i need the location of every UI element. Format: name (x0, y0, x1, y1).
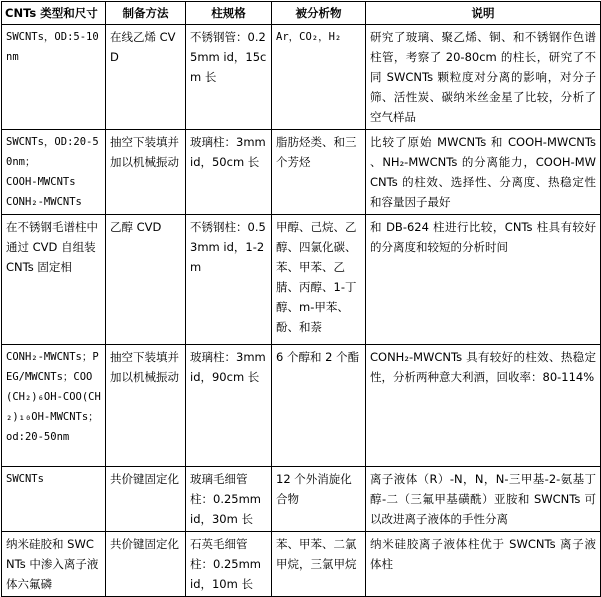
table-header-row (2, 2, 601, 25)
cell-cnt-type: SWCNTs，OD:20-50nm； COOH-MWCNTs CONH₂-MWCNTs (2, 130, 106, 215)
cell-notes: 离子液体（R）-N，N，N-三甲基-2-氨基丁醇-二（三氟甲基磺酰）亚胺和 SWCNTs 可以改进离子液体的手性分离 (366, 467, 601, 532)
table-row (2, 25, 601, 130)
cell-prep-method: 在线乙烯 CVD (106, 25, 186, 130)
cell-analytes: 苯、甲苯、二氯甲烷，三氯甲烷 (272, 532, 366, 597)
cell-prep-method: 共价键固定化 (106, 532, 186, 597)
cell-notes: 研究了玻璃、聚乙烯、铜、和不锈钢作色谱柱管，考察了 20-80cm 的柱长，研究了不同 SWCNTs 颗粒度对分离的影响，对分子筛、活性炭、碳纳米丝金星了比较，分析了空气样品 (366, 25, 601, 130)
cell-prep-method: 抽空下装填并加以机械振动 (106, 130, 186, 215)
cnt-comparison-table (1, 1, 601, 597)
cell-analytes: 脂肪烃类、和三个芳烃 (272, 130, 366, 215)
cell-prep-method: 乙醇 CVD (106, 215, 186, 345)
cell-cnt-type: SWCNTs (2, 467, 106, 532)
cell-column-spec: 石英毛细管柱：0.25mm id，10m 长 (186, 532, 272, 597)
table-row (2, 467, 601, 532)
header-prep-method: 制备方法 (106, 2, 186, 25)
cell-column-spec: 不锈钢柱：0.53mm id，1-2m (186, 215, 272, 345)
header-notes: 说明 (366, 2, 601, 25)
cell-cnt-type: 纳米硅胶和 SWCNTs 中渗入离子液体六氟磷 (2, 532, 106, 597)
table-row (2, 532, 601, 597)
cell-column-spec: 玻璃柱：3mm id，90cm 长 (186, 345, 272, 467)
cell-analytes: 甲醇、己烷、乙醇、四氯化碳、苯、甲苯、乙腈、丙醇、1-丁醇、m-甲苯、酚、和萘 (272, 215, 366, 345)
cell-cnt-type: CONH₂-MWCNTs；PEG/MWCNTs；COO(CH₂)₆OH-COO(CH₂)₁₀OH-MWCNTs；od:20-50nm (2, 345, 106, 467)
cell-column-spec: 玻璃毛细管柱：0.25mm id，30m 长 (186, 467, 272, 532)
cell-cnt-type: 在不锈钢毛谱柱中通过 CVD 自组装 CNTs 固定相 (2, 215, 106, 345)
cell-column-spec: 玻璃柱：3mm id，50cm 长 (186, 130, 272, 215)
header-analytes: 被分析物 (272, 2, 366, 25)
cell-notes: 纳米硅胶离子液体柱优于 SWCNTs 离子液体柱 (366, 532, 601, 597)
cell-analytes: 6 个醇和 2 个酯 (272, 345, 366, 467)
table-row (2, 215, 601, 345)
cell-analytes: Ar，CO₂，H₂ (272, 25, 366, 130)
header-column-spec: 柱规格 (186, 2, 272, 25)
cell-prep-method: 共价键固定化 (106, 467, 186, 532)
table-row (2, 345, 601, 467)
header-cnt-type: CNTs 类型和尺寸 (2, 2, 106, 25)
cell-cnt-type: SWCNTs，OD:5-10 nm (2, 25, 106, 130)
cell-notes: 比较了原始 MWCNTs 和 COOH-MWCNTs 、NH₂-MWCNTs 的分离能力，COOH-MWCNTs 的柱效、选择性、分离度、热稳定性和容量因子最好 (366, 130, 601, 215)
cell-notes: CONH₂-MWCNTs 具有较好的柱效、热稳定性，分析两种意大利酒，回收率：80-114% (366, 345, 601, 467)
cell-analytes: 12 个外消旋化合物 (272, 467, 366, 532)
cell-prep-method: 抽空下装填并加以机械振动 (106, 345, 186, 467)
cell-column-spec: 不锈钢管：0.25mm id，15cm 长 (186, 25, 272, 130)
cell-notes: 和 DB-624 柱进行比较，CNTs 柱具有较好的分离度和较短的分析时间 (366, 215, 601, 345)
table-row (2, 130, 601, 215)
